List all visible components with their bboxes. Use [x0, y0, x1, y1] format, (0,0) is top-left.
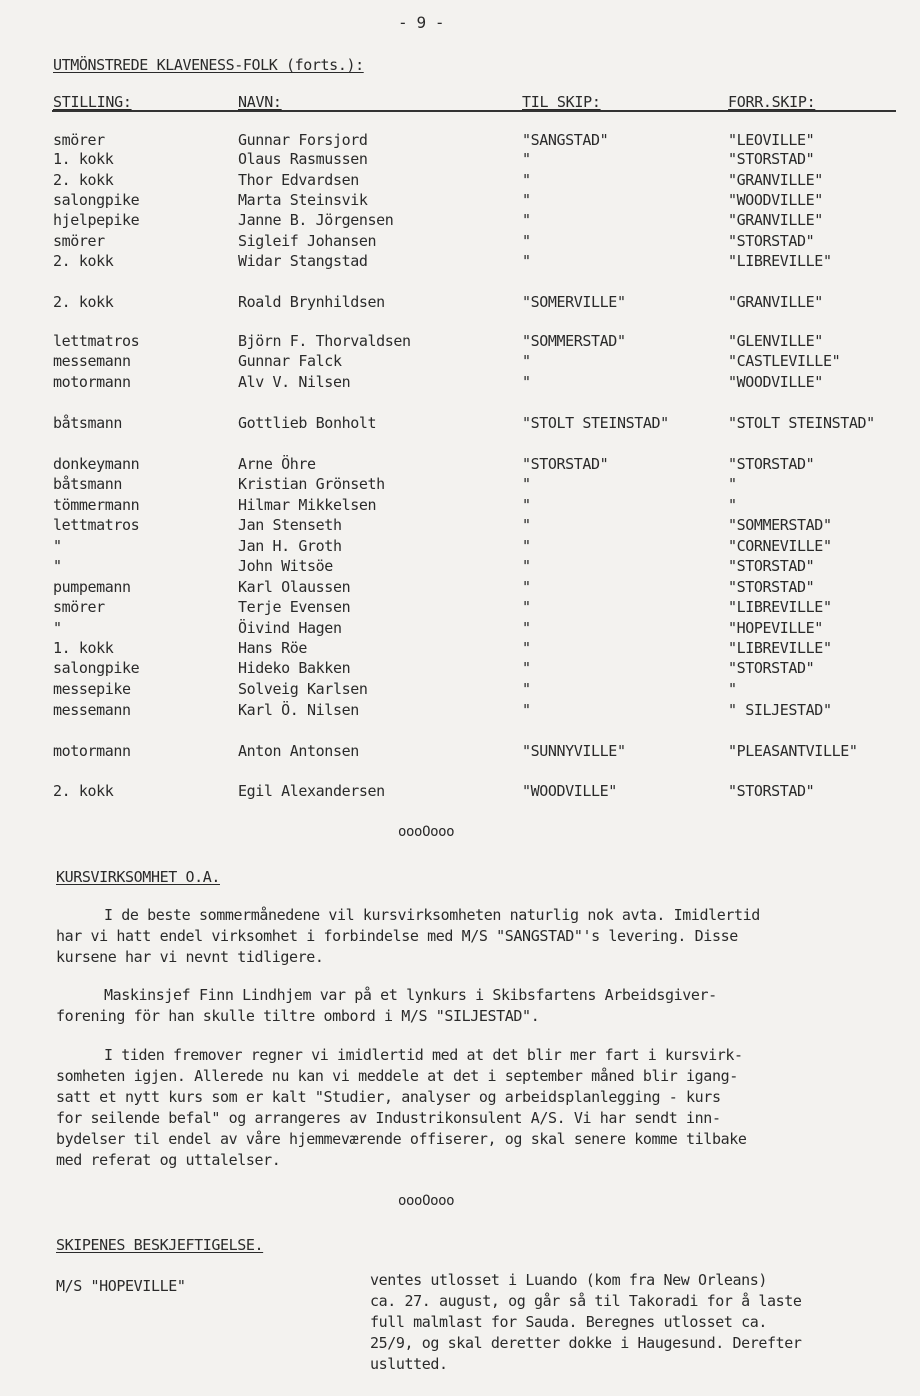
cell-navn: Widar Stangstad	[238, 252, 368, 270]
cell-til-skip: "	[522, 578, 531, 596]
cell-stilling: pumpemann	[53, 578, 131, 596]
cell-navn: Sigleif Johansen	[238, 232, 377, 250]
cell-til-skip: "	[522, 171, 531, 189]
kurs-paragraph-3: I tiden fremover regner vi imidlertid med at det blir mer fart i kursvirk- somheten igjen. Allerede nu kan vi meddele at det i september måned blir igang- satt et nytt kurs som er kalt "Studier, analyser og arbeidsplanlegging - kurs for seilende befal" og arrangeres av Industrikonsulent A/S. Vi har sendt inn- bydelser til endel av våre hjemmeværende offiserer, og skal senere komme tilbake med referat og uttalelser.	[56, 1046, 747, 1169]
cell-forr-skip: "STORSTAD"	[728, 232, 815, 250]
cell-til-skip: "	[522, 232, 531, 250]
cell-stilling: smörer	[53, 232, 105, 250]
cell-stilling: messemann	[53, 701, 131, 719]
cell-forr-skip: "GRANVILLE"	[728, 211, 823, 229]
cell-stilling: 2. kokk	[53, 293, 114, 311]
cell-forr-skip: "CORNEVILLE"	[728, 537, 832, 555]
kurs-section-title: KURSVIRKSOMHET O.A.	[56, 868, 220, 886]
header-rule	[52, 110, 896, 112]
cell-stilling: 1. kokk	[53, 150, 114, 168]
cell-forr-skip: "LEOVILLE"	[728, 131, 815, 149]
cell-navn: Jan Stenseth	[238, 516, 342, 534]
cell-stilling: smörer	[53, 131, 105, 149]
cell-forr-skip: "LIBREVILLE"	[728, 252, 832, 270]
cell-forr-skip: "SOMMERSTAD"	[728, 516, 832, 534]
cell-til-skip: "	[522, 598, 531, 616]
cell-navn: Hideko Bakken	[238, 659, 351, 677]
cell-forr-skip: "STORSTAD"	[728, 150, 815, 168]
cell-navn: Arne Öhre	[238, 455, 316, 473]
cell-forr-skip: "WOODVILLE"	[728, 191, 823, 209]
ship-status-text: ventes utlosset i Luando (kom fra New Orleans) ca. 27. august, og går så til Takoradi for å laste full malmlast for Sauda. Beregnes utlosset ca. 25/9, og skal deretter dokke i Haugesund. Derefter uslutted.	[370, 1271, 802, 1373]
cell-navn: Egil Alexandersen	[238, 782, 385, 800]
column-header-navn: NAVN:	[238, 93, 282, 111]
cell-navn: Gunnar Falck	[238, 352, 342, 370]
cell-til-skip: "	[522, 659, 531, 677]
separator: oooOooo	[398, 1193, 455, 1209]
cell-navn: Karl Olaussen	[238, 578, 351, 596]
cell-til-skip: "SANGSTAD"	[522, 131, 609, 149]
cell-navn: Gottlieb Bonholt	[238, 414, 377, 432]
cell-stilling: 2. kokk	[53, 782, 114, 800]
cell-til-skip: "SUNNYVILLE"	[522, 742, 626, 760]
cell-forr-skip: "WOODVILLE"	[728, 373, 823, 391]
cell-forr-skip: "STORSTAD"	[728, 557, 815, 575]
cell-stilling: messepike	[53, 680, 131, 698]
cell-forr-skip: "HOPEVILLE"	[728, 619, 823, 637]
cell-stilling: "	[53, 557, 62, 575]
skip-section-title: SKIPENES BESKJEFTIGELSE.	[56, 1236, 264, 1254]
cell-til-skip: "WOODVILLE"	[522, 782, 617, 800]
cell-forr-skip: "LIBREVILLE"	[728, 639, 832, 657]
cell-til-skip: "	[522, 373, 531, 391]
cell-forr-skip: "GRANVILLE"	[728, 171, 823, 189]
cell-til-skip: "	[522, 701, 531, 719]
cell-forr-skip: "GRANVILLE"	[728, 293, 823, 311]
cell-stilling: donkeymann	[53, 455, 140, 473]
cell-stilling: "	[53, 619, 62, 637]
cell-til-skip: "SOMERVILLE"	[522, 293, 626, 311]
cell-stilling: båtsmann	[53, 414, 123, 432]
cell-stilling: 2. kokk	[53, 171, 114, 189]
cell-forr-skip: " SILJESTAD"	[728, 701, 832, 719]
cell-til-skip: "	[522, 639, 531, 657]
cell-stilling: 1. kokk	[53, 639, 114, 657]
section-title: UTMÖNSTREDE KLAVENESS-FOLK (forts.):	[53, 56, 364, 74]
cell-til-skip: "	[522, 252, 531, 270]
cell-stilling: motormann	[53, 373, 131, 391]
cell-stilling: messemann	[53, 352, 131, 370]
cell-navn: Janne B. Jörgensen	[238, 211, 394, 229]
cell-forr-skip: "	[728, 496, 737, 514]
cell-stilling: 2. kokk	[53, 252, 114, 270]
separator: oooOooo	[398, 824, 455, 840]
cell-stilling: "	[53, 537, 62, 555]
cell-stilling: motormann	[53, 742, 131, 760]
cell-stilling: smörer	[53, 598, 105, 616]
cell-stilling: salongpike	[53, 659, 140, 677]
cell-navn: Karl Ö. Nilsen	[238, 701, 359, 719]
kurs-paragraph-2: Maskinsjef Finn Lindhjem var på et lynkurs i Skibsfartens Arbeidsgiver- forening för han skulle tiltre ombord i M/S "SILJESTAD".	[56, 986, 717, 1025]
cell-stilling: lettmatros	[53, 332, 140, 350]
cell-stilling: båtsmann	[53, 475, 123, 493]
page-number: - 9 -	[398, 13, 445, 32]
cell-forr-skip: "STORSTAD"	[728, 455, 815, 473]
cell-til-skip: "	[522, 557, 531, 575]
cell-til-skip: "	[522, 475, 531, 493]
cell-stilling: tömmermann	[53, 496, 140, 514]
cell-navn: Anton Antonsen	[238, 742, 359, 760]
cell-til-skip: "STOLT STEINSTAD"	[522, 414, 669, 432]
cell-navn: Solveig Karlsen	[238, 680, 368, 698]
cell-navn: Jan H. Groth	[238, 537, 342, 555]
cell-navn: Öivind Hagen	[238, 619, 342, 637]
cell-til-skip: "	[522, 211, 531, 229]
cell-til-skip: "	[522, 680, 531, 698]
cell-navn: Hans Röe	[238, 639, 308, 657]
cell-til-skip: "	[522, 516, 531, 534]
cell-navn: Roald Brynhildsen	[238, 293, 385, 311]
cell-stilling: lettmatros	[53, 516, 140, 534]
cell-forr-skip: "	[728, 680, 737, 698]
cell-forr-skip: "STORSTAD"	[728, 578, 815, 596]
cell-navn: Alv V. Nilsen	[238, 373, 351, 391]
column-header-stilling: STILLING:	[53, 93, 132, 111]
cell-forr-skip: "CASTLEVILLE"	[728, 352, 841, 370]
cell-til-skip: "STORSTAD"	[522, 455, 609, 473]
cell-stilling: hjelpepike	[53, 211, 140, 229]
kurs-paragraph-1: I de beste sommermånedene vil kursvirksomheten naturlig nok avta. Imidlertid har vi hatt endel virksomhet i forbindelse med M/S "SANGSTAD"'s levering. Disse kursene har vi nevnt tidligere.	[56, 906, 760, 966]
cell-til-skip: "	[522, 537, 531, 555]
cell-navn: Hilmar Mikkelsen	[238, 496, 377, 514]
cell-navn: Björn F. Thorvaldsen	[238, 332, 411, 350]
cell-navn: Gunnar Forsjord	[238, 131, 368, 149]
cell-forr-skip: "GLENVILLE"	[728, 332, 823, 350]
ship-name: M/S "HOPEVILLE"	[56, 1277, 186, 1295]
cell-til-skip: "	[522, 352, 531, 370]
cell-forr-skip: "	[728, 475, 737, 493]
cell-navn: Kristian Grönseth	[238, 475, 385, 493]
cell-stilling: salongpike	[53, 191, 140, 209]
cell-navn: Thor Edvardsen	[238, 171, 359, 189]
cell-forr-skip: "STORSTAD"	[728, 659, 815, 677]
cell-til-skip: "	[522, 619, 531, 637]
cell-forr-skip: "STORSTAD"	[728, 782, 815, 800]
cell-til-skip: "	[522, 496, 531, 514]
cell-forr-skip: "PLEASANTVILLE"	[728, 742, 858, 760]
cell-til-skip: "	[522, 150, 531, 168]
cell-til-skip: "	[522, 191, 531, 209]
cell-navn: John Witsöe	[238, 557, 333, 575]
cell-navn: Olaus Rasmussen	[238, 150, 368, 168]
cell-forr-skip: "LIBREVILLE"	[728, 598, 832, 616]
cell-navn: Marta Steinsvik	[238, 191, 368, 209]
cell-navn: Terje Evensen	[238, 598, 351, 616]
cell-forr-skip: "STOLT STEINSTAD"	[728, 414, 875, 432]
column-header-forr-skip: FORR.SKIP:	[728, 93, 816, 111]
cell-til-skip: "SOMMERSTAD"	[522, 332, 626, 350]
column-header-til-skip: TIL SKIP:	[522, 93, 601, 111]
